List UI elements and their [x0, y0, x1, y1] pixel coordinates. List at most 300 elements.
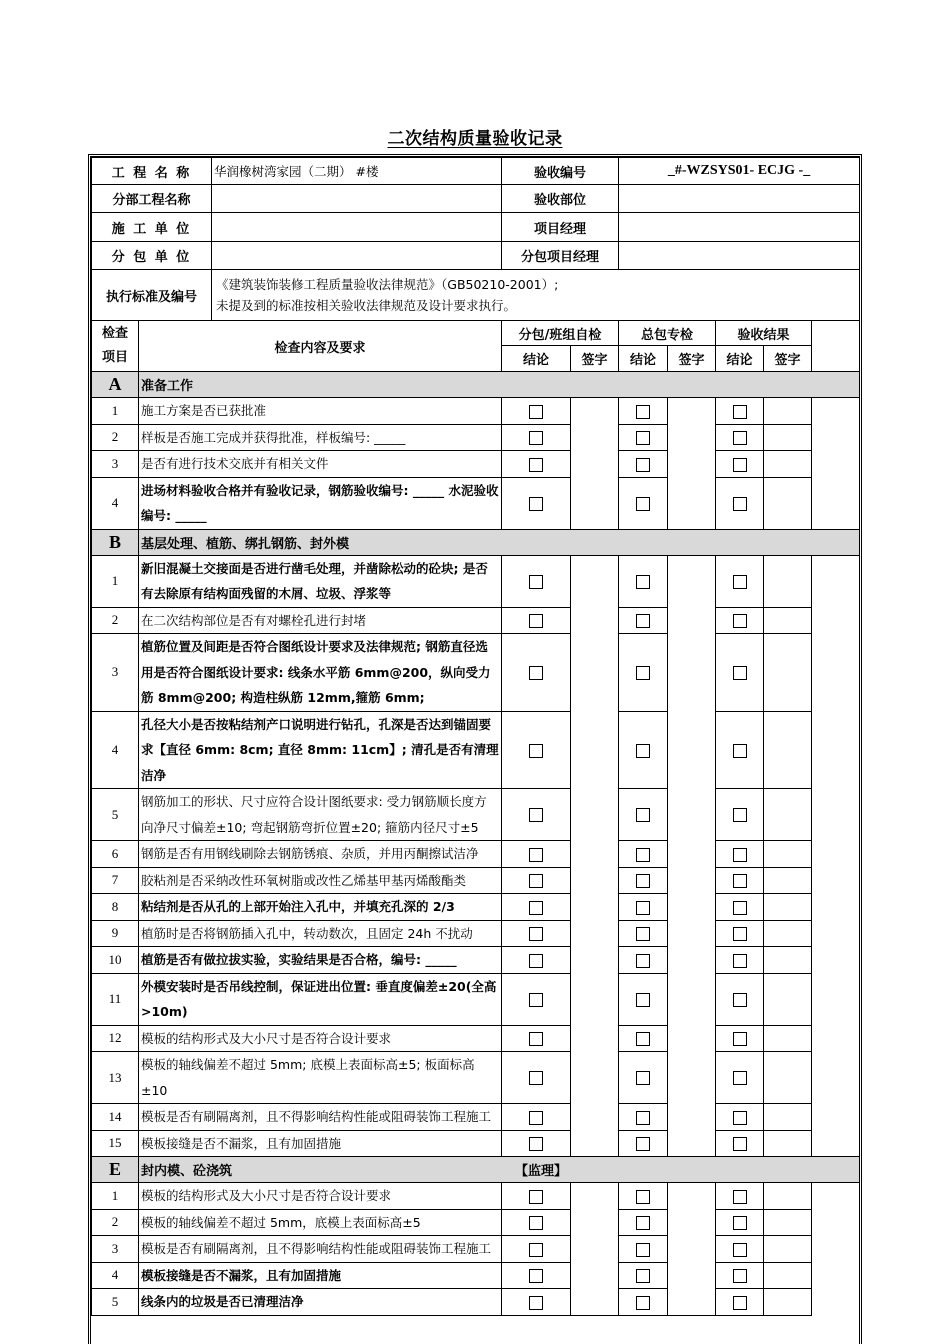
general-check-conclusion-cell — [619, 841, 668, 868]
acceptance-signature-cell[interactable] — [764, 555, 812, 607]
item-requirement: 新旧混凝土交接面是否进行凿毛处理，并凿除松动的砼块; 是否有去除原有结构面残留的木屑、垃圾、浮浆等 — [139, 555, 502, 607]
acceptance-conclusion-cell — [716, 711, 764, 789]
general-check-conclusion-cell — [619, 789, 668, 841]
item-requirement: 施工方案是否已获批准 — [139, 398, 502, 425]
item-number: 2 — [92, 424, 139, 451]
empty-checkbox-icon[interactable] — [529, 1071, 543, 1085]
acceptance-signature-cell[interactable] — [764, 607, 812, 634]
acceptance-signature-cell[interactable] — [764, 1130, 812, 1157]
self-check-conclusion-cell — [502, 1183, 571, 1210]
item-number: 10 — [92, 947, 139, 974]
sub-manager-label: 分包项目经理 — [502, 242, 619, 270]
acceptance-signature-cell[interactable] — [764, 424, 812, 451]
self-check-conclusion-cell — [502, 1025, 571, 1052]
item-requirement: 粘结剂是否从孔的上部开始注入孔中，并填充孔深的 2/3 — [139, 894, 502, 921]
empty-checkbox-icon[interactable] — [733, 666, 747, 680]
column-signature-2: 签字 — [668, 346, 716, 372]
check-item-row — [92, 711, 860, 789]
self-check-conclusion-cell — [502, 947, 571, 974]
acceptance-signature-cell[interactable] — [764, 398, 812, 425]
contractor-label: 施 工 单 位 — [92, 213, 212, 242]
acceptance-no-value: _#-WZSYS01- ECJG -_ — [619, 158, 860, 185]
empty-checkbox-icon[interactable] — [733, 1137, 747, 1151]
empty-checkbox-icon[interactable] — [636, 458, 650, 472]
empty-checkbox-icon[interactable] — [733, 405, 747, 419]
column-content: 检查内容及要求 — [139, 321, 502, 372]
item-number: 4 — [92, 1262, 139, 1289]
section-title — [139, 529, 860, 555]
empty-checkbox-icon[interactable] — [529, 1111, 543, 1125]
standard-line-2: 未提及到的标准按相关验收法律规范及设计要求执行。 — [216, 298, 517, 313]
column-header-row-1 — [92, 321, 860, 346]
empty-checkbox-icon[interactable] — [636, 1296, 650, 1310]
empty-checkbox-icon[interactable] — [529, 954, 543, 968]
acceptance-conclusion-cell — [716, 1289, 764, 1316]
empty-checkbox-icon[interactable] — [636, 1216, 650, 1230]
section-title — [139, 1157, 860, 1183]
acceptance-conclusion-cell — [716, 451, 764, 478]
acceptance-conclusion-cell — [716, 634, 764, 712]
acceptance-conclusion-cell — [716, 555, 764, 607]
item-number: 3 — [92, 634, 139, 712]
column-item-no-line-2: 项目 — [101, 350, 128, 365]
column-signature-1: 签字 — [571, 346, 619, 372]
self-check-conclusion-cell — [502, 1052, 571, 1104]
empty-checkbox-icon[interactable] — [636, 405, 650, 419]
self-check-conclusion-cell — [502, 789, 571, 841]
acceptance-conclusion-cell — [716, 841, 764, 868]
empty-checkbox-icon[interactable] — [529, 666, 543, 680]
general-check-conclusion-cell — [619, 634, 668, 712]
empty-checkbox-icon[interactable] — [636, 954, 650, 968]
general-check-conclusion-cell — [619, 947, 668, 974]
item-requirement: 线条内的垃圾是否已清理洁净 — [139, 1289, 502, 1316]
acceptance-signature-cell[interactable] — [764, 477, 812, 529]
empty-checkbox-icon[interactable] — [529, 1190, 543, 1204]
general-check-conclusion-cell — [619, 451, 668, 478]
empty-checkbox-icon[interactable] — [733, 954, 747, 968]
acceptance-signature-cell[interactable] — [764, 1209, 812, 1236]
self-check-signature-cell[interactable] — [571, 555, 619, 1157]
acceptance-signature-cell[interactable] — [764, 1262, 812, 1289]
empty-checkbox-icon[interactable] — [529, 614, 543, 628]
check-item-row — [92, 634, 860, 712]
acceptance-conclusion-cell — [716, 1262, 764, 1289]
acceptance-conclusion-cell — [716, 1183, 764, 1210]
acceptance-signature-cell[interactable] — [764, 451, 812, 478]
empty-checkbox-icon[interactable] — [529, 874, 543, 888]
empty-checkbox-icon[interactable] — [733, 927, 747, 941]
empty-checkbox-icon[interactable] — [529, 848, 543, 862]
empty-checkbox-icon[interactable] — [529, 744, 543, 758]
general-check-conclusion-cell — [619, 894, 668, 921]
empty-checkbox-icon[interactable] — [636, 993, 650, 1007]
general-check-conclusion-cell — [619, 1183, 668, 1210]
self-check-conclusion-cell — [502, 1289, 571, 1316]
item-requirement: 模板的结构形式及大小尺寸是否符合设计要求 — [139, 1025, 502, 1052]
self-check-conclusion-cell — [502, 607, 571, 634]
empty-checkbox-icon[interactable] — [636, 927, 650, 941]
page-title: 二次结构质量验收记录 — [387, 129, 563, 149]
empty-checkbox-icon[interactable] — [636, 1137, 650, 1151]
acceptance-conclusion-cell — [716, 894, 764, 921]
check-item-row — [92, 1262, 860, 1289]
empty-checkbox-icon[interactable] — [636, 1190, 650, 1204]
general-check-conclusion-cell — [619, 477, 668, 529]
item-number: 4 — [92, 711, 139, 789]
general-check-conclusion-cell — [619, 424, 668, 451]
item-requirement: 钢筋加工的形状、尺寸应符合设计图纸要求: 受力钢筋顺长度方向净尺寸偏差±10; 弯起钢筋弯折位置±20; 箍筋内径尺寸±5 — [139, 789, 502, 841]
empty-checkbox-icon[interactable] — [529, 1296, 543, 1310]
header-row-subproject — [92, 185, 860, 213]
section-letter: A — [92, 372, 139, 398]
empty-checkbox-icon[interactable] — [733, 1296, 747, 1310]
item-requirement: 模板的轴线偏差不超过 5mm，底模上表面标高±5 — [139, 1209, 502, 1236]
acceptance-no-label: 验收编号 — [502, 158, 619, 185]
self-check-conclusion-cell — [502, 1262, 571, 1289]
check-item-row — [92, 867, 860, 894]
check-item-row — [92, 1183, 860, 1210]
item-number: 3 — [92, 451, 139, 478]
self-check-conclusion-cell — [502, 398, 571, 425]
acceptance-signature-cell[interactable] — [764, 973, 812, 1025]
item-number: 5 — [92, 1289, 139, 1316]
empty-checkbox-icon[interactable] — [733, 874, 747, 888]
check-item-row — [92, 789, 860, 841]
general-check-conclusion-cell — [619, 1025, 668, 1052]
subcontractor-value — [212, 242, 502, 270]
acceptance-conclusion-cell — [716, 477, 764, 529]
self-check-conclusion-cell — [502, 711, 571, 789]
empty-checkbox-icon[interactable] — [529, 431, 543, 445]
section-tag: 【监理】 — [515, 1164, 568, 1179]
empty-checkbox-icon[interactable] — [636, 1032, 650, 1046]
item-requirement: 植筋是否有做拉拔实验，实验结果是否合格，编号: _____ — [139, 947, 502, 974]
empty-checkbox-icon[interactable] — [636, 808, 650, 822]
section-title-text: 基层处理、植筋、绑扎钢筋、封外模 — [141, 536, 350, 552]
general-check-conclusion-cell — [619, 1262, 668, 1289]
acceptance-signature-cell[interactable] — [764, 841, 812, 868]
acceptance-conclusion-cell — [716, 424, 764, 451]
self-check-signature-cell[interactable] — [571, 398, 619, 530]
section-title-text: 准备工作 — [141, 379, 194, 394]
general-check-conclusion-cell — [619, 1209, 668, 1236]
acceptance-record-table — [91, 157, 860, 1316]
self-check-conclusion-cell — [502, 1236, 571, 1263]
acceptance-signature-cell[interactable] — [764, 1236, 812, 1263]
general-check-conclusion-cell — [619, 1052, 668, 1104]
empty-checkbox-icon[interactable] — [733, 497, 747, 511]
acceptance-signature-cell[interactable] — [764, 711, 812, 789]
acceptance-conclusion-cell — [716, 1130, 764, 1157]
item-number: 12 — [92, 1025, 139, 1052]
general-check-conclusion-cell — [619, 867, 668, 894]
acceptance-conclusion-cell — [716, 398, 764, 425]
empty-checkbox-icon[interactable] — [529, 575, 543, 589]
item-requirement: 外模安装时是否吊线控制，保证进出位置: 垂直度偏差±20(全高>10m) — [139, 973, 502, 1025]
check-item-row — [92, 1104, 860, 1131]
self-check-conclusion-cell — [502, 920, 571, 947]
empty-checkbox-icon[interactable] — [733, 744, 747, 758]
acceptance-conclusion-cell — [716, 1209, 764, 1236]
item-requirement: 模板是否有刷隔离剂，且不得影响结构性能或阻碍装饰工程施工 — [139, 1104, 502, 1131]
project-name-value: 华润橡树湾家园（二期） #楼 — [212, 158, 502, 185]
acceptance-conclusion-cell — [716, 947, 764, 974]
general-check-conclusion-cell — [619, 1289, 668, 1316]
empty-checkbox-icon[interactable] — [636, 848, 650, 862]
check-item-row — [92, 841, 860, 868]
empty-checkbox-icon[interactable] — [733, 848, 747, 862]
standard-line-1: 《建筑装饰装修工程质量验收法律规范》（GB50210-2001）; — [216, 277, 559, 292]
item-requirement: 钢筋是否有用钢线刷除去钢筋锈痕、杂质，并用丙酮擦试洁净 — [139, 841, 502, 868]
item-number: 8 — [92, 894, 139, 921]
check-item-row — [92, 607, 860, 634]
check-item-row — [92, 451, 860, 478]
check-item-row — [92, 1052, 860, 1104]
empty-checkbox-icon[interactable] — [733, 1071, 747, 1085]
item-requirement: 是否有进行技术交底并有相关文件 — [139, 451, 502, 478]
acceptance-conclusion-cell — [716, 1236, 764, 1263]
empty-checkbox-icon[interactable] — [529, 901, 543, 915]
check-item-row — [92, 894, 860, 921]
general-check-signature-cell[interactable] — [668, 555, 716, 1157]
empty-checkbox-icon[interactable] — [733, 1111, 747, 1125]
empty-checkbox-icon[interactable] — [733, 1216, 747, 1230]
item-number: 2 — [92, 607, 139, 634]
empty-checkbox-icon[interactable] — [636, 901, 650, 915]
empty-checkbox-icon[interactable] — [733, 993, 747, 1007]
acceptance-signature-cell[interactable] — [764, 867, 812, 894]
project-manager-label: 项目经理 — [502, 213, 619, 242]
empty-checkbox-icon[interactable] — [733, 1190, 747, 1204]
column-item-no-line-1: 检查 — [101, 326, 128, 341]
empty-checkbox-icon[interactable] — [636, 744, 650, 758]
sub-project-value — [212, 185, 502, 213]
empty-checkbox-icon[interactable] — [636, 497, 650, 511]
section-header-row — [92, 372, 860, 398]
empty-checkbox-icon[interactable] — [733, 575, 747, 589]
acceptance-signature-cell[interactable] — [764, 1025, 812, 1052]
item-number: 1 — [92, 555, 139, 607]
self-check-conclusion-cell — [502, 477, 571, 529]
self-check-conclusion-cell — [502, 555, 571, 607]
column-signature-3: 签字 — [764, 346, 812, 372]
standard-label: 执行标准及编号 — [92, 270, 212, 321]
empty-checkbox-icon[interactable] — [529, 993, 543, 1007]
self-check-signature-cell[interactable] — [571, 1183, 619, 1316]
item-requirement: 模板的结构形式及大小尺寸是否符合设计要求 — [139, 1183, 502, 1210]
item-number: 1 — [92, 398, 139, 425]
item-requirement: 模板接缝是否不漏浆，且有加固措施 — [139, 1262, 502, 1289]
section-header-row — [92, 1157, 860, 1183]
acceptance-signature-cell[interactable] — [764, 894, 812, 921]
contractor-value — [212, 213, 502, 242]
general-check-conclusion-cell — [619, 711, 668, 789]
acceptance-conclusion-cell — [716, 973, 764, 1025]
acceptance-signature-cell[interactable] — [764, 947, 812, 974]
self-check-conclusion-cell — [502, 1104, 571, 1131]
sub-project-label: 分部工程名称 — [92, 185, 212, 213]
empty-checkbox-icon[interactable] — [636, 575, 650, 589]
subcontractor-label: 分 包 单 位 — [92, 242, 212, 270]
check-item-row — [92, 398, 860, 425]
item-number: 13 — [92, 1052, 139, 1104]
empty-checkbox-icon[interactable] — [529, 405, 543, 419]
self-check-conclusion-cell — [502, 424, 571, 451]
self-check-conclusion-cell — [502, 634, 571, 712]
empty-checkbox-icon[interactable] — [733, 901, 747, 915]
empty-checkbox-icon[interactable] — [529, 808, 543, 822]
item-number: 14 — [92, 1104, 139, 1131]
project-manager-value — [619, 213, 860, 242]
item-requirement: 胶粘剂是否采纳改性环氧树脂或改性乙烯基甲基丙烯酸酯类 — [139, 867, 502, 894]
item-number: 15 — [92, 1130, 139, 1157]
empty-checkbox-icon[interactable] — [636, 614, 650, 628]
project-name-label: 工 程 名 称 — [92, 158, 212, 185]
general-check-conclusion-cell — [619, 555, 668, 607]
general-check-signature-cell[interactable] — [668, 398, 716, 530]
check-item-row — [92, 947, 860, 974]
item-number: 1 — [92, 1183, 139, 1210]
self-check-conclusion-cell — [502, 867, 571, 894]
header-row-standard — [92, 270, 860, 321]
sub-manager-value — [619, 242, 860, 270]
self-check-conclusion-cell — [502, 841, 571, 868]
check-item-row — [92, 1289, 860, 1316]
empty-checkbox-icon[interactable] — [636, 1243, 650, 1257]
column-group-self-check: 分包/班组自检 — [502, 321, 619, 346]
acceptance-conclusion-cell — [716, 1025, 764, 1052]
acceptance-record-sheet — [88, 154, 862, 1344]
item-requirement: 样板是否施工完成并获得批准，样板编号: _____ — [139, 424, 502, 451]
self-check-conclusion-cell — [502, 451, 571, 478]
item-requirement: 孔径大小是否按粘结剂产口说明进行钻孔，孔深是否达到锚固要求【直径 6mm: 8cm; 直径 8mm: 11cm】; 清孔是否有清理洁净 — [139, 711, 502, 789]
general-check-conclusion-cell — [619, 398, 668, 425]
check-item-row — [92, 920, 860, 947]
section-letter: B — [92, 529, 139, 555]
column-item-no — [92, 321, 139, 372]
check-item-row — [92, 477, 860, 529]
acceptance-signature-cell[interactable] — [764, 1183, 812, 1210]
check-item-row — [92, 1130, 860, 1157]
header-row-contractor — [92, 213, 860, 242]
check-item-row — [92, 973, 860, 1025]
check-item-row — [92, 555, 860, 607]
empty-checkbox-icon[interactable] — [733, 1269, 747, 1283]
acceptance-conclusion-cell — [716, 1052, 764, 1104]
item-number: 2 — [92, 1209, 139, 1236]
general-check-conclusion-cell — [619, 607, 668, 634]
column-conclusion-2: 结论 — [619, 346, 668, 372]
header-row-project — [92, 158, 860, 185]
acceptance-part-label: 验收部位 — [502, 185, 619, 213]
column-conclusion-3: 结论 — [716, 346, 764, 372]
general-check-signature-cell[interactable] — [668, 1183, 716, 1316]
check-item-row — [92, 424, 860, 451]
item-requirement: 模板接缝是否不漏浆，且有加固措施 — [139, 1130, 502, 1157]
header-row-subcontractor — [92, 242, 860, 270]
item-number: 11 — [92, 973, 139, 1025]
acceptance-conclusion-cell — [716, 607, 764, 634]
item-number: 4 — [92, 477, 139, 529]
item-requirement: 植筋时是否将钢筋插入孔中，转动数次，且固定 24h 不扰动 — [139, 920, 502, 947]
self-check-conclusion-cell — [502, 1130, 571, 1157]
empty-checkbox-icon[interactable] — [733, 1243, 747, 1257]
empty-checkbox-icon[interactable] — [529, 1032, 543, 1046]
general-check-conclusion-cell — [619, 1130, 668, 1157]
item-requirement: 模板是否有刷隔离剂，且不得影响结构性能或阻碍装饰工程施工 — [139, 1236, 502, 1263]
section-title — [139, 372, 860, 398]
empty-checkbox-icon[interactable] — [529, 1243, 543, 1257]
item-requirement: 植筋位置及间距是否符合图纸设计要求及法律规范; 钢筋直径选用是否符合图纸设计要求: 线条水平筋 6mm@200，纵向受力筋 8mm@200; 构造柱纵筋 12mm,箍筋 6mm; — [139, 634, 502, 712]
acceptance-signature-cell[interactable] — [764, 920, 812, 947]
acceptance-conclusion-cell — [716, 789, 764, 841]
check-item-row — [92, 1209, 860, 1236]
item-requirement: 进场材料验收合格并有验收记录，钢筋验收编号: _____ 水泥验收编号: _____ — [139, 477, 502, 529]
empty-checkbox-icon[interactable] — [529, 927, 543, 941]
self-check-conclusion-cell — [502, 973, 571, 1025]
general-check-conclusion-cell — [619, 1236, 668, 1263]
section-title-text: 封内模、砼浇筑 — [141, 1164, 233, 1179]
empty-checkbox-icon[interactable] — [733, 1032, 747, 1046]
section-header-row — [92, 529, 860, 555]
empty-checkbox-icon[interactable] — [529, 1216, 543, 1230]
acceptance-signature-cell[interactable] — [764, 634, 812, 712]
acceptance-conclusion-cell — [716, 920, 764, 947]
item-number: 5 — [92, 789, 139, 841]
empty-checkbox-icon[interactable] — [529, 1269, 543, 1283]
section-letter: E — [92, 1157, 139, 1183]
empty-checkbox-icon[interactable] — [529, 458, 543, 472]
acceptance-signature-cell[interactable] — [764, 1052, 812, 1104]
general-check-conclusion-cell — [619, 1104, 668, 1131]
empty-checkbox-icon[interactable] — [636, 1111, 650, 1125]
column-group-general-check: 总包专检 — [619, 321, 716, 346]
acceptance-part-value — [619, 185, 860, 213]
empty-checkbox-icon[interactable] — [636, 1071, 650, 1085]
empty-checkbox-icon[interactable] — [733, 614, 747, 628]
empty-checkbox-icon[interactable] — [636, 431, 650, 445]
acceptance-conclusion-cell — [716, 1104, 764, 1131]
empty-checkbox-icon[interactable] — [529, 1137, 543, 1151]
column-conclusion-1: 结论 — [502, 346, 571, 372]
empty-checkbox-icon[interactable] — [636, 1269, 650, 1283]
item-number: 3 — [92, 1236, 139, 1263]
standard-value — [212, 270, 860, 321]
column-group-acceptance: 验收结果 — [716, 321, 812, 346]
item-number: 7 — [92, 867, 139, 894]
empty-checkbox-icon[interactable] — [733, 458, 747, 472]
acceptance-signature-cell[interactable] — [764, 1289, 812, 1316]
check-item-row — [92, 1236, 860, 1263]
empty-checkbox-icon[interactable] — [733, 808, 747, 822]
item-number: 6 — [92, 841, 139, 868]
general-check-conclusion-cell — [619, 973, 668, 1025]
empty-checkbox-icon[interactable] — [733, 431, 747, 445]
check-item-row — [92, 1025, 860, 1052]
item-requirement: 模板的轴线偏差不超过 5mm; 底模上表面标高±5; 板面标高±10 — [139, 1052, 502, 1104]
general-check-conclusion-cell — [619, 920, 668, 947]
acceptance-conclusion-cell — [716, 867, 764, 894]
empty-checkbox-icon[interactable] — [529, 497, 543, 511]
acceptance-signature-cell[interactable] — [764, 1104, 812, 1131]
empty-checkbox-icon[interactable] — [636, 874, 650, 888]
empty-checkbox-icon[interactable] — [636, 666, 650, 680]
acceptance-signature-cell[interactable] — [764, 789, 812, 841]
self-check-conclusion-cell — [502, 1209, 571, 1236]
self-check-conclusion-cell — [502, 894, 571, 921]
item-requirement: 在二次结构部位是否有对螺栓孔进行封堵 — [139, 607, 502, 634]
